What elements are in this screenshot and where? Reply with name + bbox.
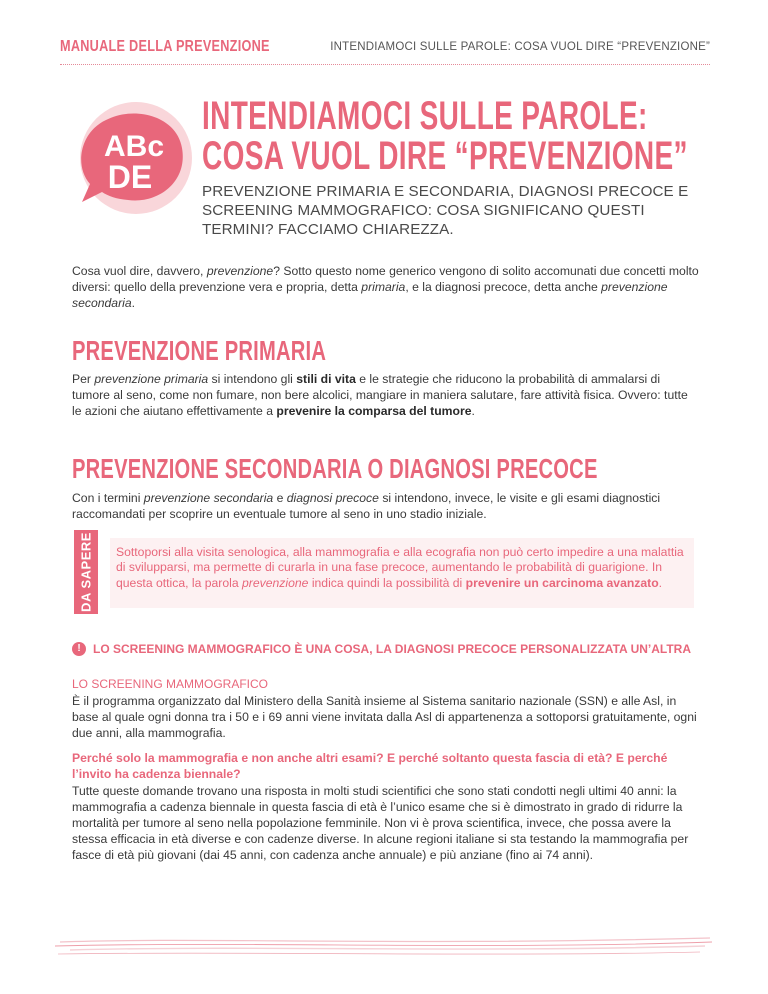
callout-label: DA SAPERE — [78, 532, 94, 612]
callout-text: Sottoporsi alla visita senologica, alla mammografia e alla ecografia non può certo impedire a una malattia di svilupparsi, ma permette di curarla in una fase precoce, aumentando le probabilità di guarigione. In questa ottica, la parola prevenzione indica quindi la possibilità di prevenire un carcinoma avanzato. — [116, 545, 684, 590]
screening-subheading: LO SCREENING MAMMOGRAFICO — [72, 677, 269, 691]
header-manual-title: MANUALE DELLA PREVENZIONE — [60, 38, 270, 55]
page-title-line-1: INTENDIAMOCI SULLE PAROLE: — [202, 94, 648, 138]
exclamation-icon: ! — [72, 642, 86, 656]
logo-text-bottom: DE — [107, 159, 153, 195]
screening-paragraph: È il programma organizzato dal Ministero della Sanità insieme al Sistema sanitario nazionale (SSN) e alle Asl, in base al quale ogni donna tra i 50 e i 69 anni viene invitata dalla Asl di appartenenza a sottoporsi gratuitamente, ogni due anni, alla mammografia. — [72, 694, 697, 740]
alert-heading: LO SCREENING MAMMOGRAFICO È UNA COSA, LA DIAGNOSI PRECOCE PERSONALIZZATA UN’ALTRA — [93, 642, 691, 656]
footer-brush-strokes — [0, 932, 768, 962]
secondary-prevention-paragraph: Con i termini prevenzione secondaria e diagnosi precoce si intendono, invece, le visite e gli esami diagnostici raccomandati per scoprire un eventuale tumore al seno in uno stadio iniziale. — [72, 491, 661, 521]
section-heading-primary: PREVENZIONE PRIMARIA — [72, 335, 327, 366]
intro-paragraph: Cosa vuol dire, davvero, prevenzione? Sotto questo nome generico vengono di solito accomunati due concetti molto diversi: quello della prevenzione vera e propria, detta primaria, e la diagnosi precoce, detta anche prevenzione secondaria. — [72, 264, 699, 310]
page-subtitle: PREVENZIONE PRIMARIA E SECONDARIA, DIAGNOSI PRECOCE E SCREENING MAMMOGRAFICO: COSA SIGNIFICANO QUESTI TERMINI? FACCIAMO CHIAREZZA. — [202, 183, 689, 238]
logo-text-top: ABc — [103, 130, 165, 163]
page-title-line-2: COSA VUOL DIRE “PREVENZIONE” — [202, 134, 688, 178]
abc-speech-bubble-icon — [64, 100, 192, 218]
section-heading-secondary: PREVENZIONE SECONDARIA O DIAGNOSI PRECOCE — [72, 453, 598, 484]
screening-answer: Tutte queste domande trovano una risposta in molti studi scientifici che sono stati condotti negli ultimi 40 anni: la mammografia a cadenza biennale in questa fascia di età è l’unico esame che si è dimostrato in grado di ridurre la mortalità per tumore al seno nella popolazione femminile. Non vi è prova scientifica, invece, che possa avere la stessa efficacia in età diverse e con cadenze diverse. In alcune regioni italiane si sta testando la mammografia per fasce di età più giovani (dai 45 anni, con cadenza anche annuale) e più anziane (fino ai 74 anni). — [72, 784, 689, 862]
screening-question: Perché solo la mammografia e non anche altri esami? E perché soltanto questa fascia di età? E perché l’invito ha cadenza biennale? — [72, 751, 668, 781]
header-divider — [60, 64, 710, 65]
primary-prevention-paragraph: Per prevenzione primaria si intendono gli stili di vita e le strategie che riducono la probabilità di ammalarsi di tumore al seno, come non fumare, non bere alcolici, mangiare in maniera salutare, fare attività fisica. Ovvero: tutte le azioni che aiutano effettivamente a prevenire la comparsa del tumore. — [72, 372, 688, 418]
page-title — [202, 94, 688, 178]
header-chapter-title: INTENDIAMOCI SULLE PAROLE: COSA VUOL DIRE “PREVENZIONE” — [330, 41, 710, 53]
